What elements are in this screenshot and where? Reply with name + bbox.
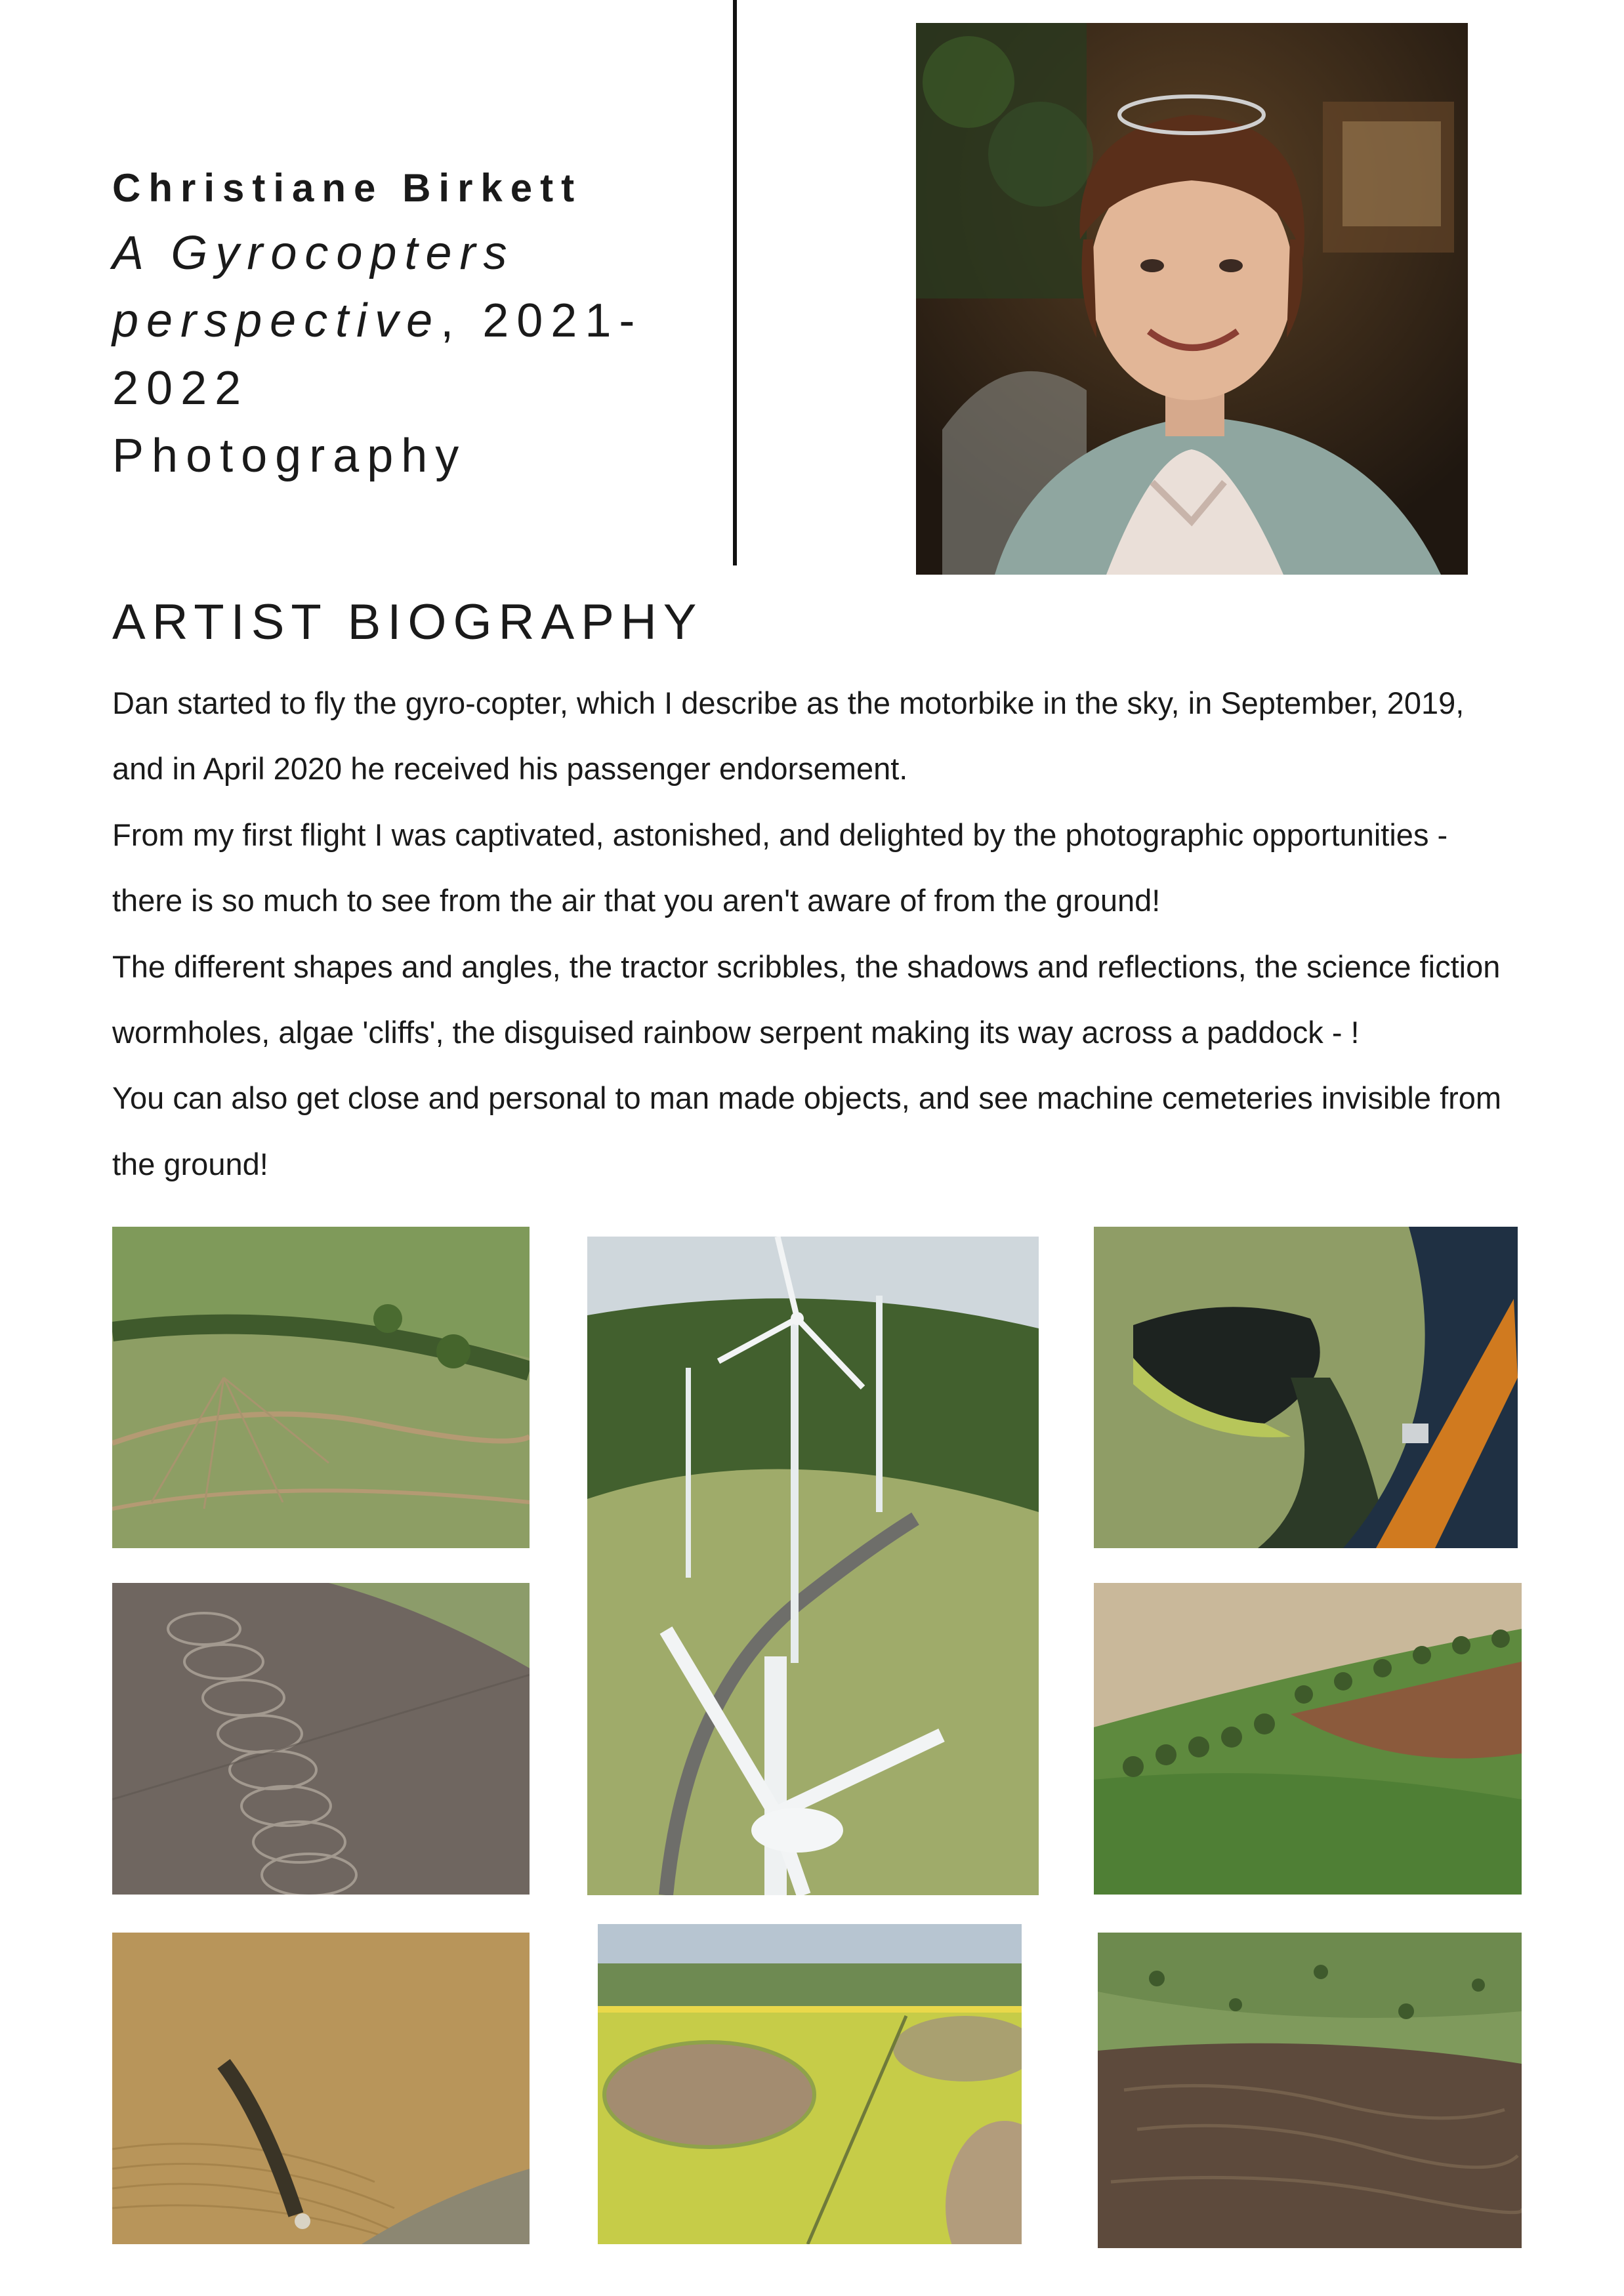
vertical-divider (733, 0, 737, 565)
photo-algae-lake (1094, 1227, 1518, 1548)
bio-paragraph: The different shapes and angles, the tractor scribbles, the shadows and reflections, the science fiction wormholes, algae 'cliffs', the disguised rainbow serpent making its way across a paddock - ! (112, 949, 1501, 1050)
bio-paragraph: You can also get close and personal to man made objects, and see machine cemeteries invisible from the ground! (112, 1080, 1502, 1181)
artist-portrait (916, 23, 1468, 575)
biography-text (112, 670, 1516, 1197)
title-line-1 (112, 220, 703, 287)
artwork-medium: Photography (112, 430, 467, 482)
photo-aerial-fields (112, 1227, 530, 1548)
bio-paragraph: From my first flight I was captivated, astonished, and delighted by the photographic opportunities - there is so much to see from the air that you aren't aware of from the ground! (112, 817, 1448, 918)
photo-tractor-spiral (112, 1583, 530, 1895)
title-line-2 (112, 287, 703, 355)
photo-canola-circles (598, 1924, 1022, 2244)
section-heading-biography: ARTIST BIOGRAPHY (112, 594, 703, 650)
title-year-start: , 2021- (440, 295, 643, 347)
photo-tree-shadow (112, 1933, 530, 2244)
title-italic-2: perspective (112, 295, 441, 347)
photo-wind-turbines (587, 1237, 1039, 1895)
photo-paddock (1098, 1933, 1522, 2248)
artwork-info (112, 220, 703, 490)
artist-name: Christiane Birkett (112, 166, 583, 210)
photo-tree-line (1094, 1583, 1522, 1895)
bio-paragraph: Dan started to fly the gyro-copter, which I describe as the motorbike in the sky, in September, 2019, and in April 2020 he received his passenger endorsement. (112, 686, 1465, 787)
title-year-end: 2022 (112, 362, 249, 415)
title-italic-1: A Gyrocopters (112, 227, 515, 279)
